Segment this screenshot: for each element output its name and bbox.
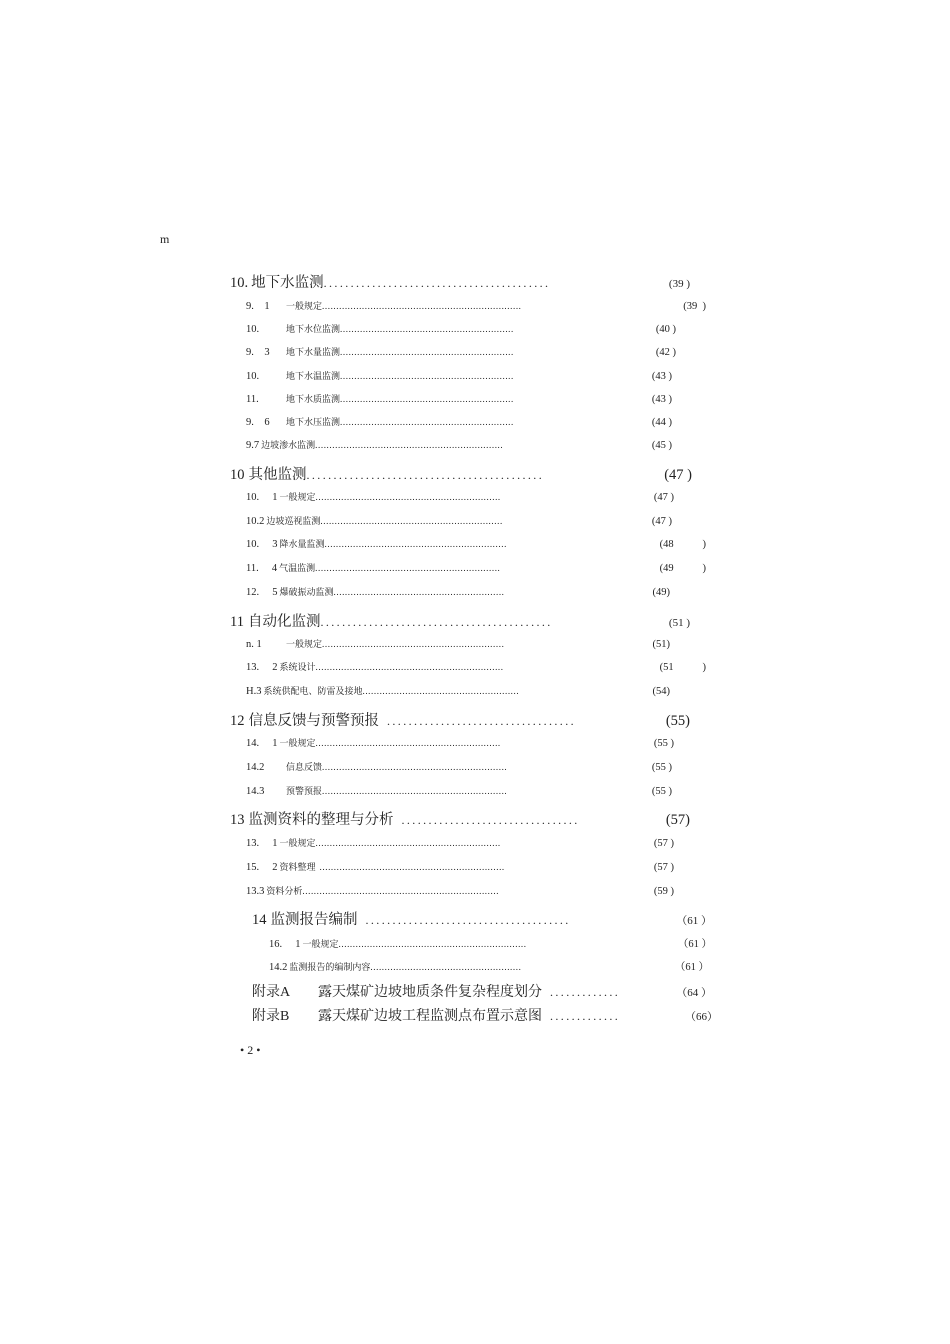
toc-number: 12 — [230, 713, 245, 729]
toc-section[interactable] — [246, 369, 672, 382]
toc-number: 13.3 — [246, 886, 265, 897]
toc-section[interactable] — [269, 959, 709, 974]
toc-leader: ................................................................ — [324, 539, 507, 549]
toc-section[interactable] — [246, 514, 672, 527]
toc-section[interactable] — [246, 784, 672, 797]
toc-number: 9. 1 — [246, 301, 270, 312]
toc-section[interactable] — [246, 415, 672, 428]
toc-section[interactable] — [246, 392, 672, 405]
toc-page: (47 ) — [664, 467, 692, 483]
toc-leader: ............. — [550, 1009, 621, 1023]
toc-number: 10. — [230, 275, 249, 291]
toc-section[interactable] — [246, 490, 674, 503]
toc-section[interactable] — [246, 684, 670, 697]
toc-page: (57) — [665, 812, 690, 828]
toc-leader: ............................................................. — [340, 417, 514, 427]
toc-leader: ................................................................. — [322, 762, 508, 772]
toc-leader: ................................................................. — [315, 563, 501, 573]
toc-title: 一般规定 — [279, 492, 316, 502]
toc-leader: ....................................................... — [362, 686, 520, 696]
toc-title: 露天煤矿边坡地质条件复杂程度划分 — [318, 985, 542, 1000]
toc-leader: .................................................................. — [315, 440, 504, 450]
toc-number: 11 — [230, 614, 244, 630]
toc-page: （61 ） — [676, 915, 712, 927]
toc-chapter-10-groundwater[interactable] — [230, 271, 690, 292]
toc-page: (54) — [652, 686, 670, 697]
toc-number: 10. — [246, 371, 260, 382]
toc-section[interactable] — [246, 438, 672, 451]
toc-leader: ................................... — [387, 714, 576, 728]
toc-number: 14.2 — [246, 762, 265, 773]
toc-chapter-11-automation[interactable] — [230, 610, 690, 631]
toc-page: （61 ） — [677, 939, 712, 950]
toc-number: 13 — [230, 812, 245, 828]
toc-number: 11. — [246, 394, 259, 405]
toc-title: 一般规定 — [286, 301, 323, 311]
toc-title: 地下水量监测 — [286, 347, 341, 357]
toc-title: 一般规定 — [279, 738, 316, 748]
toc-leader: ................................................................. — [315, 738, 501, 748]
toc-section[interactable] — [246, 561, 706, 574]
toc-page: （64 ） — [676, 987, 712, 999]
toc-leader: ..................................................................... — [302, 886, 500, 896]
toc-section[interactable] — [246, 299, 706, 312]
toc-page: （66） — [685, 1011, 718, 1023]
toc-section[interactable] — [269, 936, 712, 951]
toc-page: (49) — [652, 587, 670, 598]
toc-title: 降水量监测 — [279, 539, 325, 549]
toc-number: 10. — [246, 324, 260, 335]
toc-page: (48 ) — [659, 539, 706, 550]
toc-leader: ............. — [550, 985, 621, 999]
toc-number: 9. 3 — [246, 347, 270, 358]
toc-leader: ..................................................... — [370, 962, 522, 972]
toc-leader: ................................................................. — [315, 492, 501, 502]
toc-title: 爆破振动监测 — [279, 587, 334, 597]
toc-title: 监测报告编制 — [270, 912, 358, 928]
toc-page: (51 ) — [659, 662, 706, 673]
toc-appendix-b[interactable] — [252, 1005, 718, 1025]
toc-title: 地下水质监测 — [286, 394, 341, 404]
toc-leader: .................................................................. — [315, 662, 504, 672]
toc-page: (43 ) — [651, 371, 672, 382]
toc-section[interactable] — [246, 322, 676, 335]
toc-section[interactable] — [246, 345, 676, 358]
toc-number: 14 — [252, 912, 267, 928]
toc-title: 信息反馈 — [286, 762, 323, 772]
toc-number: 13. 2 — [246, 662, 278, 673]
toc-page: (43 ) — [651, 394, 672, 405]
toc-title: 一般规定 — [286, 639, 323, 649]
toc-leader: ................................................................. — [319, 862, 505, 872]
toc-number: 12. 5 — [246, 587, 278, 598]
toc-number: H.3 — [246, 686, 262, 697]
toc-chapter-14-report[interactable] — [252, 908, 712, 929]
toc-title: 边坡渗水监测 — [261, 440, 316, 450]
toc-title: 其他监测 — [248, 467, 307, 483]
toc-leader: ............................................................. — [340, 394, 514, 404]
toc-number: 14. 1 — [246, 738, 278, 749]
toc-leader: ................................. — [401, 813, 580, 827]
toc-page: (49 ) — [659, 563, 706, 574]
toc-title: 资料整理 — [279, 862, 316, 872]
toc-page: (44 ) — [651, 417, 672, 428]
toc-section[interactable] — [246, 585, 670, 598]
toc-number: 13. 1 — [246, 838, 278, 849]
toc-page: （61 ） — [674, 962, 709, 973]
toc-title: 气温监测 — [279, 563, 316, 573]
toc-title: 地下水位监测 — [286, 324, 341, 334]
toc-number: 15. 2 — [246, 862, 278, 873]
toc-section[interactable] — [246, 637, 670, 650]
toc-number: 10. 1 — [246, 492, 278, 503]
toc-page: (39 ) — [683, 301, 706, 312]
toc-title: 地下水压监测 — [286, 417, 341, 427]
toc-chapter-12-feedback[interactable] — [230, 709, 690, 730]
toc-page: (55 ) — [651, 786, 672, 797]
toc-number: 14.2 — [269, 962, 288, 973]
toc-page: (57 ) — [653, 838, 674, 849]
toc-section[interactable] — [246, 884, 674, 897]
toc-number: 9.7 — [246, 440, 260, 451]
toc-leader: .................................................................. — [338, 939, 527, 949]
toc-section[interactable] — [246, 537, 706, 550]
toc-number: 16. 1 — [269, 939, 301, 950]
toc-page: (57 ) — [653, 862, 674, 873]
toc-title: 地下水温监测 — [286, 371, 341, 381]
toc-number: 11. 4 — [246, 563, 278, 574]
toc-page: (55 ) — [653, 738, 674, 749]
toc-appendix-a[interactable] — [252, 981, 712, 1001]
toc-title: 露天煤矿边坡工程监测点布置示意图 — [318, 1009, 542, 1024]
toc-section[interactable] — [246, 760, 672, 773]
toc-title: 监测报告的编制内容 — [289, 962, 371, 972]
toc-number: 10.2 — [246, 516, 265, 527]
toc-title: 地下水监测 — [251, 275, 324, 291]
toc-leader: ................................................................. — [315, 838, 501, 848]
toc-title: 边坡巡视监测 — [266, 516, 321, 526]
toc-page: (45 ) — [651, 440, 672, 451]
page-number: • 2 • — [240, 1043, 261, 1057]
toc-title: 资料分析 — [266, 886, 303, 896]
toc-page: (51) — [652, 639, 670, 650]
toc-leader: ............................................................ — [333, 587, 505, 597]
toc-title: 一般规定 — [279, 838, 316, 848]
toc-title: 一般规定 — [302, 939, 339, 949]
toc-leader: ................................................................ — [322, 639, 505, 649]
toc-title: 信息反馈与预警预报 — [248, 713, 379, 729]
toc-number: 9. 6 — [246, 417, 270, 428]
toc-leader: ................................................................ — [320, 516, 503, 526]
toc-title: 系统设计 — [279, 662, 316, 672]
toc-page: (51 ) — [668, 617, 690, 629]
toc-page: (47 ) — [651, 516, 672, 527]
toc-page: (55 ) — [651, 762, 672, 773]
toc-page: (47 ) — [653, 492, 674, 503]
toc-section[interactable] — [246, 660, 706, 673]
toc-section[interactable] — [246, 736, 674, 749]
toc-number: 附录A — [252, 985, 291, 1000]
toc-page: (59 ) — [653, 886, 674, 897]
toc-page: (39 ) — [668, 278, 690, 290]
toc-number: 10. 3 — [246, 539, 278, 550]
toc-number: 附录B — [252, 1009, 290, 1024]
toc-chapter-10-other[interactable] — [230, 463, 692, 484]
toc-leader: .......................................... — [323, 276, 551, 290]
toc-leader: ........................................... — [320, 615, 553, 629]
toc-page: (55) — [665, 713, 690, 729]
toc-leader: ............................................ — [306, 468, 545, 482]
toc-number: n. 1 — [246, 639, 262, 650]
toc-leader: ................................................................. — [322, 786, 508, 796]
toc-leader: ............................................................. — [340, 347, 514, 357]
toc-page: (42 ) — [653, 347, 676, 358]
toc-title: 监测资料的整理与分析 — [248, 812, 394, 828]
toc-title: 预警预报 — [286, 786, 323, 796]
toc-title: 系统供配电、防雷及接地 — [263, 686, 363, 696]
toc-number: 10 — [230, 467, 245, 483]
toc-page: (40 ) — [653, 324, 676, 335]
toc-number: 14.3 — [246, 786, 265, 797]
toc-leader: ...................................... — [365, 913, 571, 927]
toc-leader: ............................................................. — [340, 324, 514, 334]
stray-mark: m — [160, 232, 170, 246]
toc-title: 自动化监测 — [247, 614, 321, 630]
toc-leader: ............................................................. — [340, 371, 514, 381]
toc-chapter-13-data-analysis[interactable] — [230, 808, 690, 829]
toc-leader: ...................................................................... — [322, 301, 522, 311]
toc-section[interactable] — [246, 860, 674, 873]
toc-section[interactable] — [246, 836, 674, 849]
